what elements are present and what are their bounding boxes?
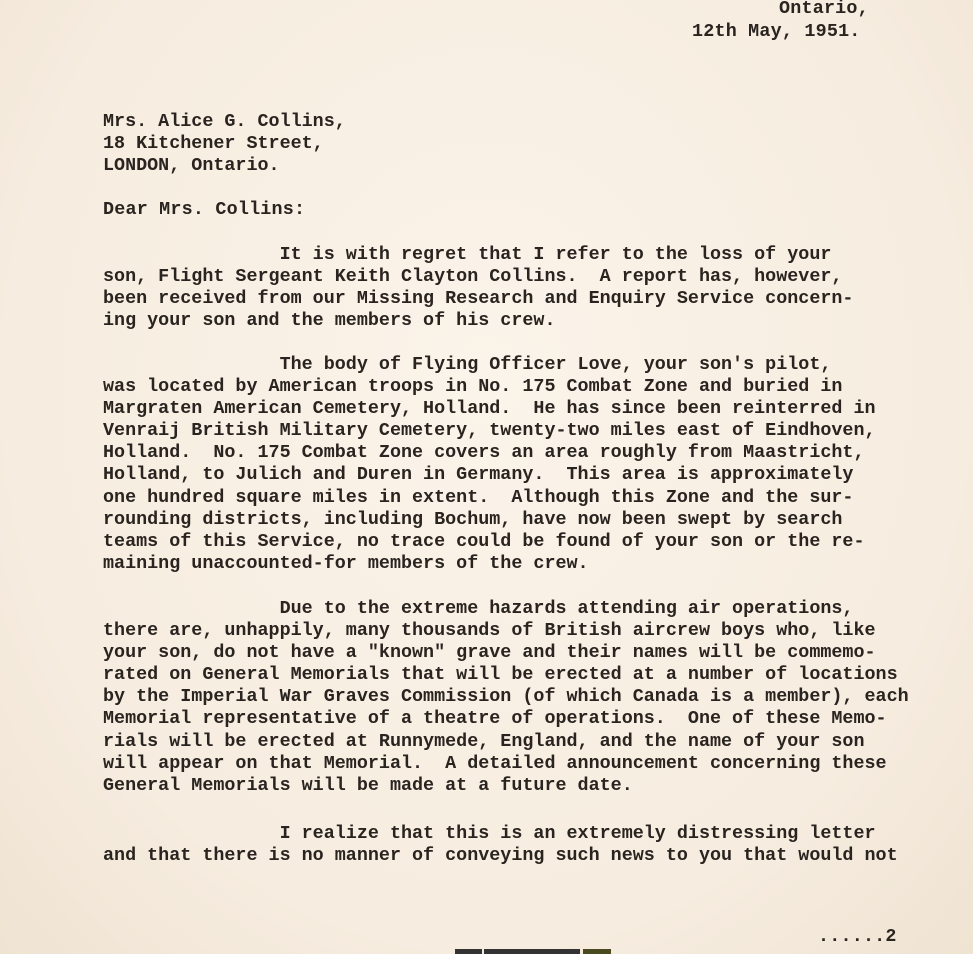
text-line: Margraten American Cemetery, Holland. He has since been reinterred in — [103, 398, 876, 420]
text-line: been received from our Missing Research and Enquiry Service concern- — [103, 288, 854, 310]
text-line: will appear on that Memorial. A detailed announcement concerning these — [103, 752, 887, 774]
paragraph-3 — [103, 598, 909, 797]
text-line: there are, unhappily, many thousands of British aircrew boys who, like — [103, 620, 876, 642]
text-line: I realize that this is an extremely distressing letter — [103, 823, 876, 844]
bottom-edge-mark — [583, 949, 611, 954]
text-line: The body of Flying Officer Love, your son's pilot, — [103, 354, 832, 375]
text-line: Venraij British Military Cemetery, twenty-two miles east of Eindhoven, — [103, 420, 876, 442]
letter-date: 12th May, 1951. — [692, 21, 861, 42]
text-line: Memorial representative of a theatre of operations. One of these Memo- — [103, 708, 887, 730]
text-line: son, Flight Sergeant Keith Clayton Collins. A report has, however, — [103, 266, 843, 288]
text-line: Due to the extreme hazards attending air operations, — [103, 598, 854, 619]
text-line: and that there is no manner of conveying such news to you that would not — [103, 845, 898, 867]
page-continuation: ......2 — [818, 926, 897, 947]
text-line: rials will be erected at Runnymede, England, and the name of your son — [103, 730, 865, 752]
text-line: rated on General Memorials that will be erected at a number of locations — [103, 664, 898, 686]
paragraph-4 — [103, 823, 898, 867]
text-line: was located by American troops in No. 175 Combat Zone and buried in — [103, 376, 843, 398]
text-line: It is with regret that I refer to the loss of your — [103, 244, 832, 265]
text-line: Holland, to Julich and Duren in Germany. This area is approximately — [103, 464, 854, 486]
text-line: rounding districts, including Bochum, have now been swept by search — [103, 508, 843, 530]
address-line: 18 Kitchener Street, — [103, 133, 324, 155]
text-line: one hundred square miles in extent. Although this Zone and the sur- — [103, 486, 854, 508]
address-line: Mrs. Alice G. Collins, — [103, 111, 346, 132]
text-line: General Memorials will be made at a future date. — [103, 774, 633, 796]
address-line: LONDON, Ontario. — [103, 155, 280, 177]
text-line: maining unaccounted-for members of the crew. — [103, 552, 589, 574]
paragraph-2 — [103, 354, 876, 575]
bottom-edge-mark — [455, 949, 482, 954]
text-line: your son, do not have a "known" grave and their names will be commemo- — [103, 642, 876, 664]
salutation: Dear Mrs. Collins: — [103, 199, 306, 220]
letter-place: Ontario, — [779, 0, 869, 19]
recipient-address — [103, 111, 346, 177]
text-line: by the Imperial War Graves Commission (of which Canada is a member), each — [103, 686, 909, 708]
text-line: teams of this Service, no trace could be found of your son or the re- — [103, 530, 865, 552]
bottom-edge-mark — [484, 949, 580, 954]
text-line: Holland. No. 175 Combat Zone covers an area roughly from Maastricht, — [103, 442, 865, 464]
paragraph-1 — [103, 244, 853, 332]
text-line: ing your son and the members of his crew. — [103, 310, 556, 332]
